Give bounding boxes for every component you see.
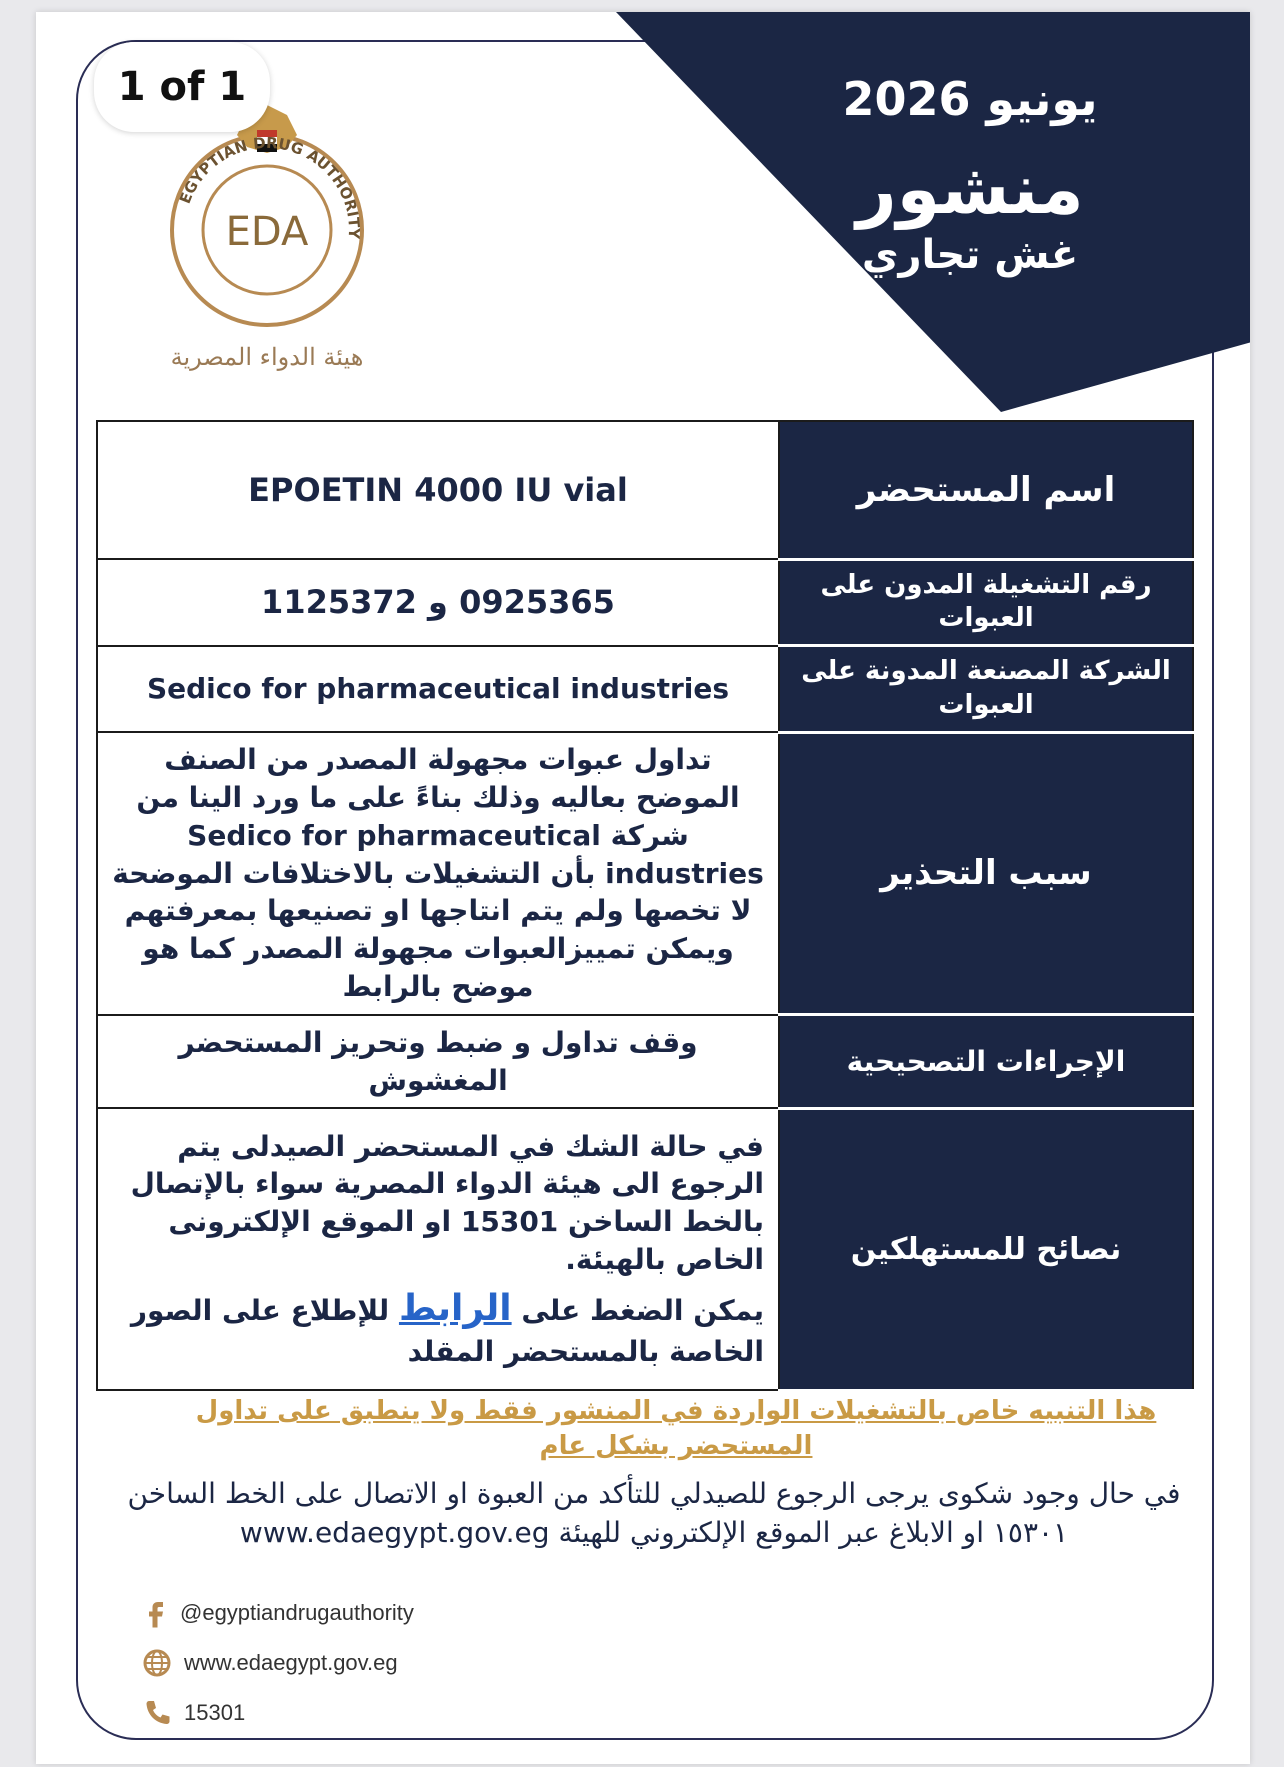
link-suffix: للإطلاع على الصور الخاصة بالمستحضر المقلد: [130, 1293, 764, 1369]
warning-reason: تداول عبوات مجهولة المصدر من الصنف الموضح بعاليه وذلك بناءً على ما ورد الينا من شركة Sedico for pharmaceutical industries بأن التشغيلات بالاختلافات الموضحة لا تخصها ولم يتم انتاجها او تصنيعها بمعرفتهم ويمكن تمييزالعبوات مجهولة المصدر كما هو موضح بالرابط: [97, 732, 779, 1015]
bulletin-page: [36, 12, 1250, 1764]
table-row: [97, 646, 1193, 733]
consumer-advice: [97, 1108, 779, 1390]
phone-icon: [142, 1698, 172, 1728]
advice-text: في حالة الشك في المستحضر الصيدلى يتم الرجوع الى هيئة الدواء المصرية سواء بالإتصال بالخط الساخن 15301 او الموقع الإلكترونى الخاص بالهيئة.: [130, 1129, 764, 1276]
corrective-actions: وقف تداول و ضبط وتحريز المستحضر المغشوش: [97, 1015, 779, 1109]
batch-notice: هذا التنبيه خاص بالتشغيلات الواردة في المنشور فقط ولا ينطبق على تداول المستحضر بشكل عام: [195, 1396, 1157, 1462]
svg-text:EDA: EDA: [225, 209, 309, 255]
svg-text:EGYPTIAN DRUG AUTHORITY: EGYPTIAN DRUG AUTHORITY: [175, 133, 364, 240]
advice-link-line: [112, 1285, 764, 1371]
product-name: EPOETIN 4000 IU vial: [97, 421, 779, 559]
contact-phone[interactable]: [142, 1688, 642, 1738]
table-row: [97, 421, 1193, 559]
contact-list: [142, 1588, 642, 1738]
contact-website[interactable]: [142, 1638, 642, 1688]
bulletin-date: يونيو 2026: [842, 72, 1098, 126]
table-row: [97, 559, 1193, 646]
banner-text: [760, 72, 1180, 278]
contact-facebook[interactable]: [142, 1588, 642, 1638]
link-prefix: يمكن الضغط على: [521, 1293, 764, 1327]
row-label: اسم المستحضر: [779, 421, 1193, 559]
row-label: نصائح للمستهلكين: [779, 1108, 1193, 1390]
table-row: [97, 1108, 1193, 1390]
page-indicator: 1 of 1: [94, 42, 270, 132]
table-row: [97, 1015, 1193, 1109]
website-url: www.edaegypt.gov.eg: [184, 1650, 398, 1675]
bulletin-title: منشور: [856, 148, 1084, 230]
row-label: سبب التحذير: [779, 732, 1193, 1015]
facebook-icon: [142, 1598, 168, 1628]
hotline-number: 15301: [184, 1700, 246, 1725]
images-link[interactable]: الرابط: [398, 1287, 512, 1329]
product-info-table: [96, 420, 1194, 1392]
table-row: [97, 732, 1193, 1015]
row-label: الإجراءات التصحيحية: [779, 1015, 1193, 1109]
globe-icon: [142, 1648, 172, 1678]
row-label: رقم التشغيلة المدون على العبوات: [779, 559, 1193, 646]
bulletin-subtitle: غش تجاري: [861, 232, 1079, 278]
batch-numbers: 0925365 و 1125372: [97, 559, 779, 646]
manufacturer: Sedico for pharmaceutical industries: [97, 646, 779, 733]
svg-text:هيئة الدواء المصرية: هيئة الدواء المصرية: [170, 343, 364, 371]
row-label: الشركة المصنعة المدونة على العبوات: [779, 646, 1193, 733]
facebook-handle: @egyptiandrugauthority: [180, 1600, 414, 1625]
complaint-instructions: في حال وجود شكوى يرجى الرجوع للصيدلي للتأكد من العبوة او الاتصال على الخط الساخن ١٥٣٠١ او الابلاغ عبر الموقع الإلكتروني للهيئة www.edaegypt.gov.eg: [127, 1477, 1181, 1550]
